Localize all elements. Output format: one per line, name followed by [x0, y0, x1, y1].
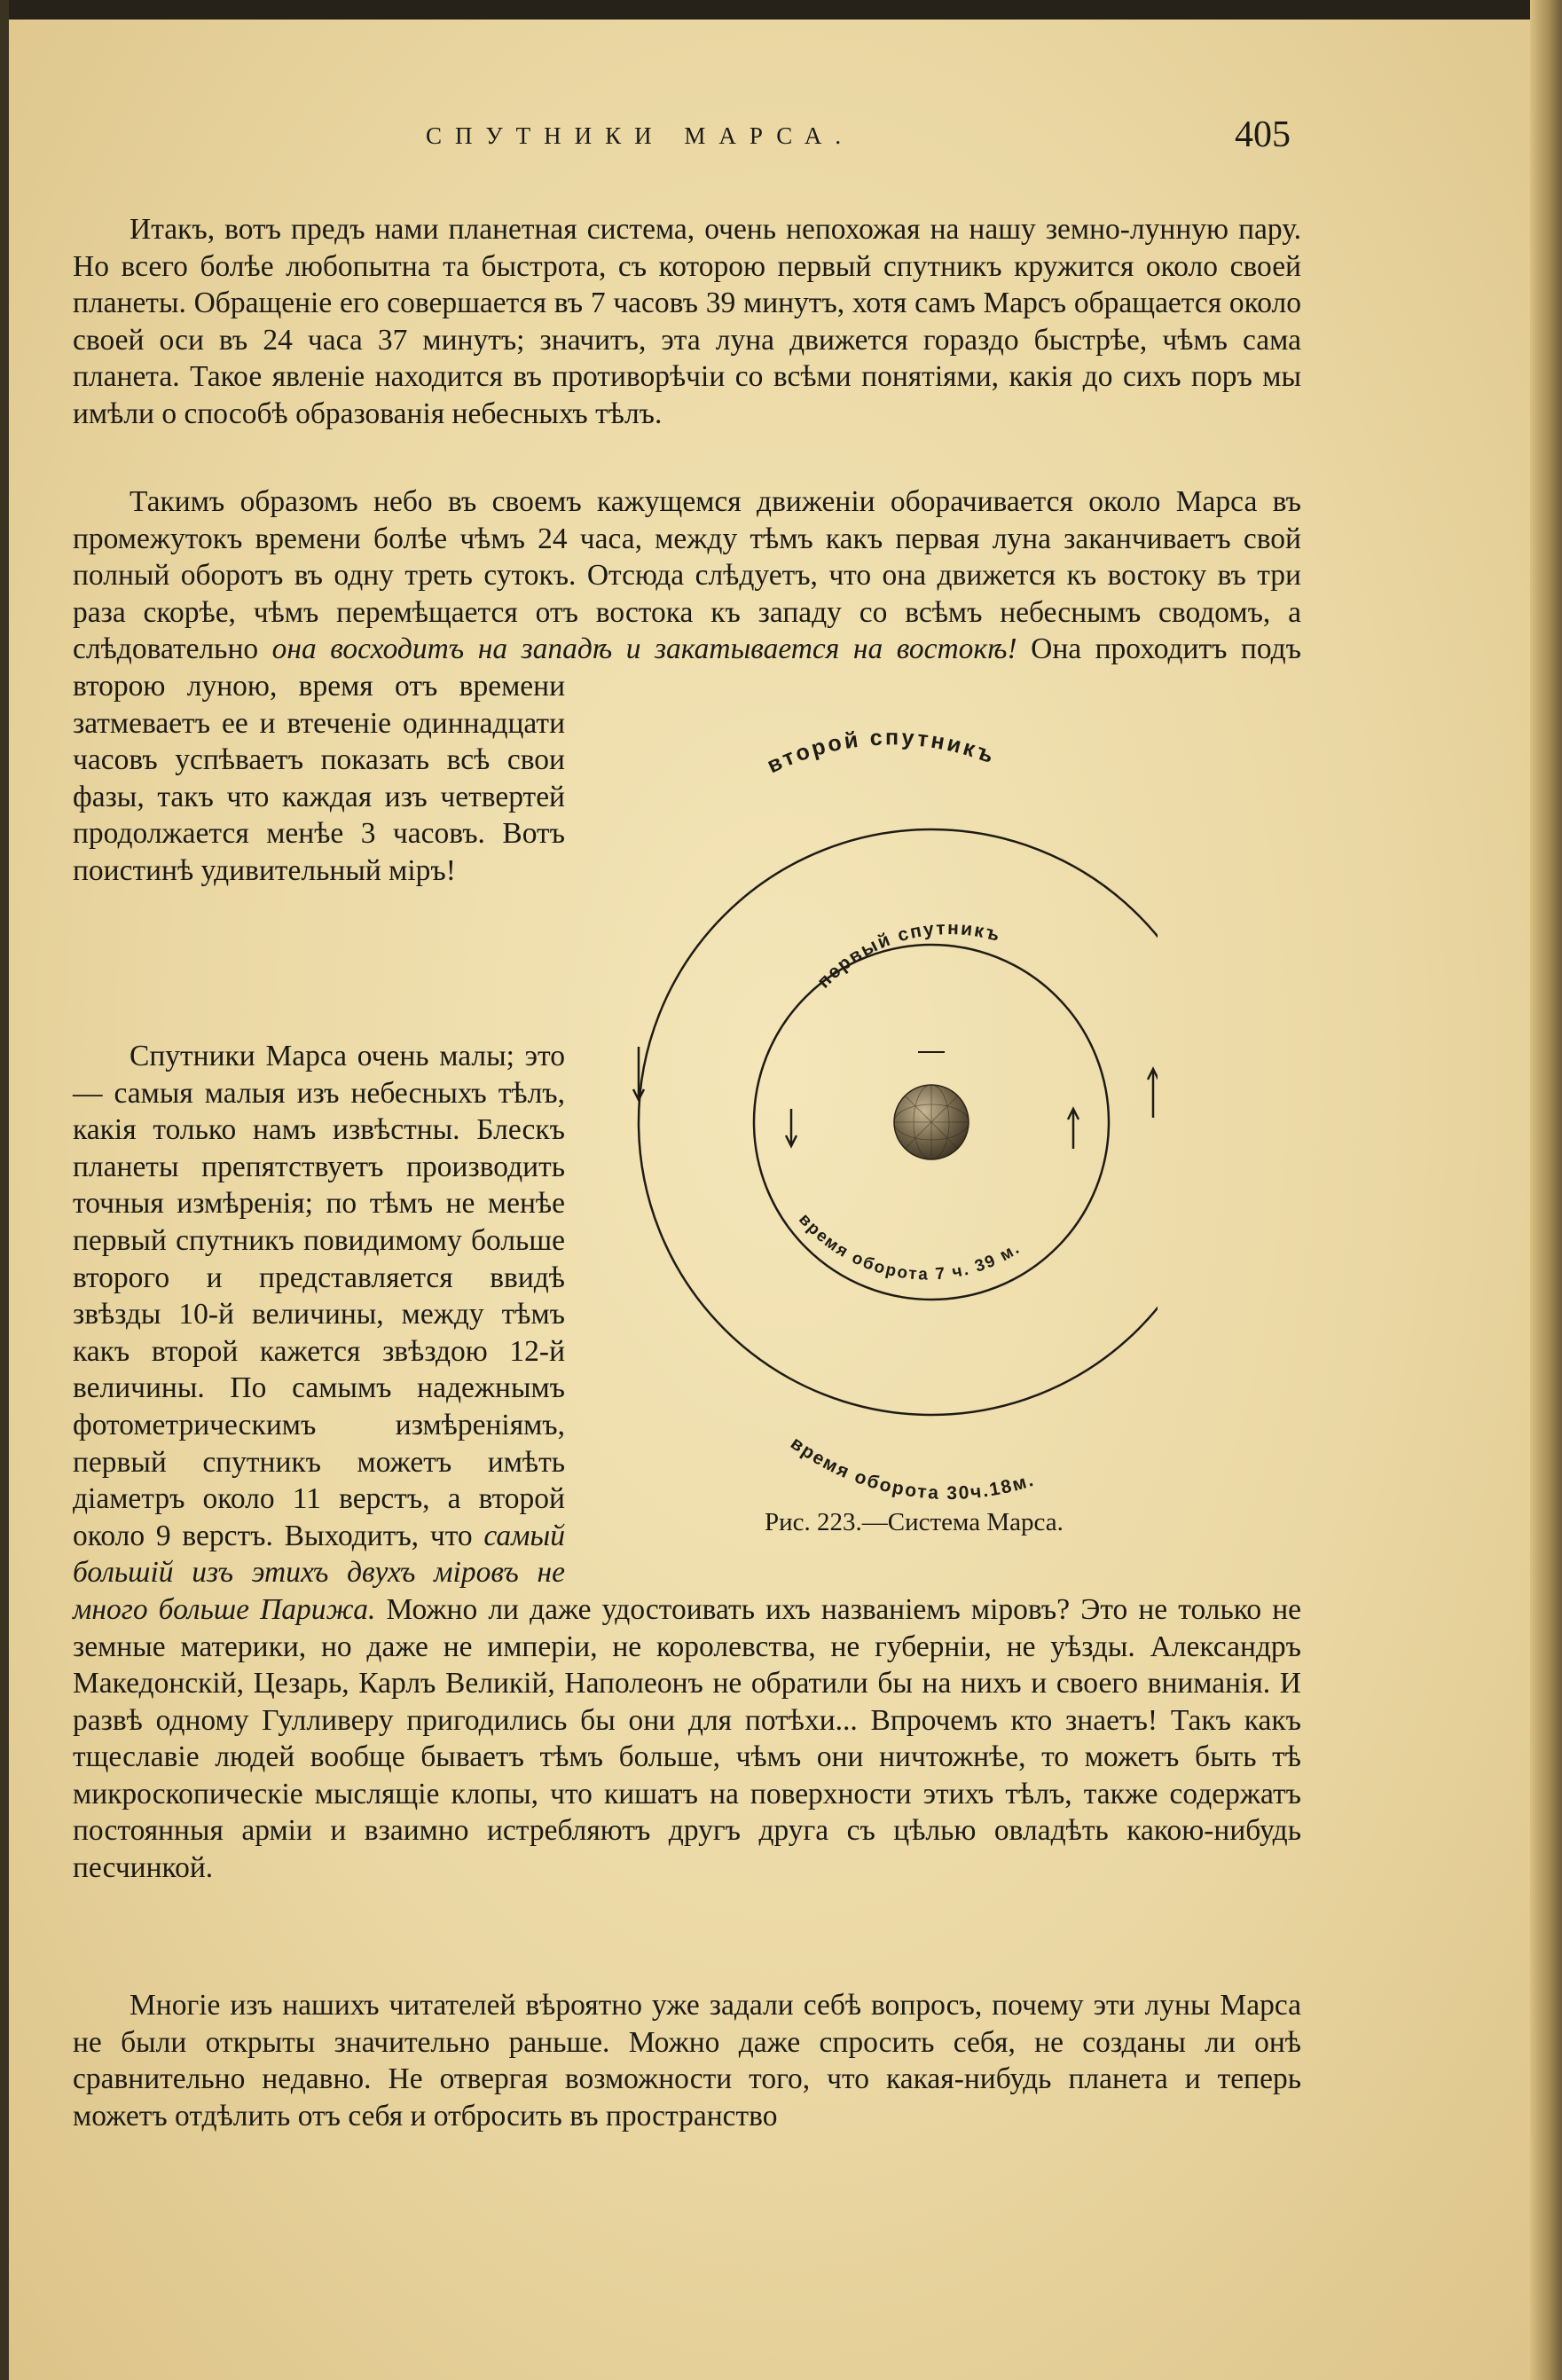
outer-period-label-path: время оборота 30ч.18м. [786, 1433, 1038, 1504]
inner-period-label-path: время оборота 7 ч. 39 м. [795, 1210, 1024, 1284]
body-text-top [73, 211, 1301, 433]
paragraph-1: Итакъ, вотъ предъ нами планетная система, очень непохожая на нашу земно-лунную пару. Но всего болѣе любопытна та быстрота, съ которою первый спутникъ кружится около своей планеты. Обращеніе его совершается въ 7 часовъ 39 минутъ, хотя самъ Марсъ обращается около своей оси въ 24 часа 37 минутъ; значитъ, эта луна движется гораздо быстрѣе, чѣмъ сама планета. Такое явленіе находится въ противорѣчіи со всѣми понятіями, какія до сихъ поръ мы имѣли о способѣ образованія небесныхъ тѣлъ. [73, 213, 1301, 430]
inner-satellite-label-path: первый спутникъ [813, 918, 1004, 993]
inner-period-label [795, 1210, 1024, 1284]
p3-text-end: Можно ли даже удостоивать ихъ названіемъ міровъ? Это не только не земные материки, но даже не имперіи, не королевства, не губерніи, не уѣзды. Александръ Македонскій, Цезарь, Карлъ Великій, Наполеонъ не обратили бы на нихъ и своего вниманія. И развѣ одному Гулливеру пригодились бы они для потѣхи... Впрочемъ кто знаетъ! Такъ какъ тщеславіе людей вообще бываетъ тѣмъ больше, чѣмъ они ничтожнѣе, то можетъ быть тѣ микроскопическіе мыслящіе клопы, что кишатъ на поверхности этихъ тѣлъ, также содержатъ постоянныя арміи и взаимно истребляютъ другъ друга съ цѣлью овладѣть какою-нибудь песчинкой. [73, 1592, 1302, 1885]
outer-right-arrow-icon [1148, 1069, 1158, 1118]
body-text-p4 [73, 1987, 1301, 2134]
page-number: 405 [1235, 114, 1291, 155]
outer-satellite-label [764, 727, 1000, 778]
p2-text: Такимъ образомъ небо въ своемъ кажущемся движеніи оборачивается около Марса въ промежутокъ времени болѣе чѣмъ 24 часа, между тѣмъ какъ первая луна заканчиваетъ свой полный оборотъ въ одну треть сутокъ. Отсюда слѣдуетъ, что она движется къ востоку въ три раза скорѣе, чѣмъ перемѣщается отъ востока къ западу со всѣмъ небеснымъ сводомъ, а слѣдовательно [73, 485, 1301, 666]
p2-text-end: Она проходитъ подъ второю луною, время отъ времени затмеваетъ ее и втеченіе одиннадцати часовъ успѣваетъ показать всѣ свои фазы, такъ что каждая изъ четвертей продолжается менѣе 3 часовъ. Вотъ поистинѣ удивительный міръ! [73, 632, 1302, 887]
outer-period-label [787, 1433, 1037, 1504]
p2-emphasis: она восходитъ на западѣ и закатывается на востокѣ! [271, 632, 1017, 666]
scan-left-edge [0, 0, 9, 2380]
inner-left-arrow-icon [786, 1109, 797, 1146]
mars-system-figure [581, 727, 1158, 1543]
p3-emphasis: самый большій изъ этихъ двухъ міровъ не много больше Парижа. [73, 1519, 565, 1626]
inner-right-arrow-icon [1068, 1109, 1079, 1149]
scan-top-edge [0, 0, 1562, 20]
mars-system-diagram [581, 727, 1158, 1543]
scan-right-edge [1530, 0, 1562, 2380]
p3-text: Спутники Марса очень малы; это — самыя малыя изъ небесныхъ тѣлъ, какія только намъ извѣстны. Блескъ планеты препятствуетъ производить точныя измѣренія; по тѣмъ не менѣе первый спутникъ повидимому больше второго и представляется ввидѣ звѣзды 10-й величины, между тѣмъ какъ второй кажется звѣздою 12-й величины. По самымъ надежнымъ фотометрическимъ измѣреніямъ, первый спутникъ можетъ имѣть діаметръ около 11 верстъ, а второй около 9 верстъ. Выходитъ, что [73, 1040, 565, 1552]
outer-satellite-label-path: второй спутникъ [763, 727, 1000, 779]
running-title: СПУТНИКИ МАРСА. [426, 122, 855, 149]
inner-satellite-label [813, 918, 1003, 992]
paragraph-4: Многіе изъ нашихъ читателей вѣроятно уже задали себѣ вопросъ, почему эти луны Марса не были открыты значительно раньше. Можно даже спросить себя, не созданы ли онѣ сравнительно недавно. Не отвергая возможности того, что какая-нибудь планета и теперь можетъ отдѣлить отъ себя и отбросить въ пространство [73, 1989, 1301, 2133]
planet-grid [894, 1085, 969, 1159]
figure-caption: Рис. 223.—Система Марса. [765, 1508, 1064, 1536]
